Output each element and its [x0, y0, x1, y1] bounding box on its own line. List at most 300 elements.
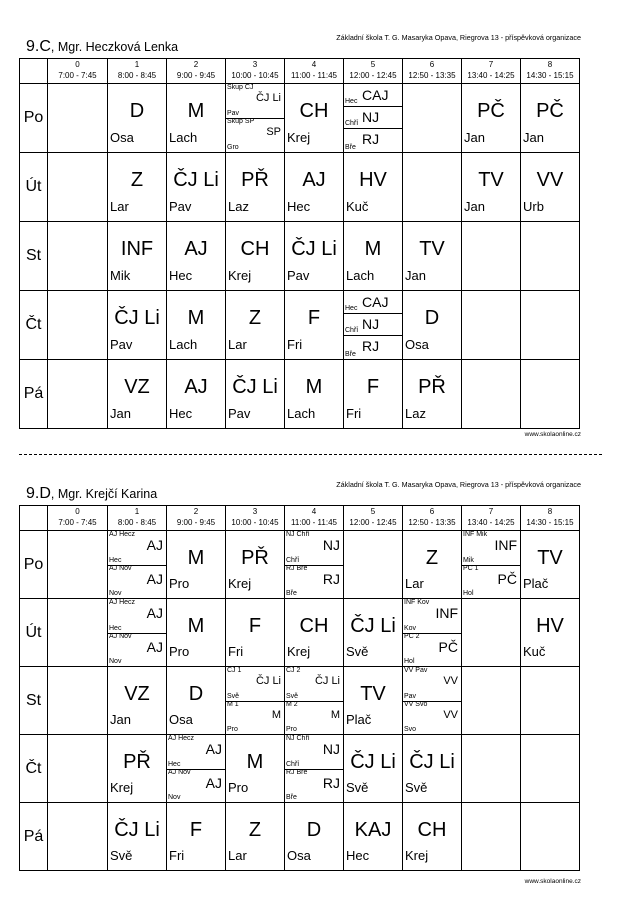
group-teacher: Hol — [404, 658, 415, 665]
empty-cell — [344, 531, 403, 599]
period-time: 10:00 - 10:45 — [231, 518, 279, 527]
lesson-cell — [403, 360, 462, 429]
group-subject: AJ — [146, 537, 163, 553]
teacher: Jan — [464, 199, 485, 214]
teacher: Lar — [228, 337, 247, 352]
empty-cell — [48, 531, 108, 599]
group — [108, 531, 166, 566]
lesson — [226, 735, 284, 802]
teacher: Mik — [110, 268, 131, 283]
teacher: Svě — [346, 644, 369, 659]
subject: ČJ Li — [114, 819, 160, 841]
lesson-cell — [167, 735, 226, 803]
period-header — [48, 506, 108, 531]
day-label: Pá — [20, 360, 48, 429]
subject: PŘ — [418, 376, 446, 398]
period-header — [108, 506, 167, 531]
lesson-cell — [285, 667, 344, 735]
lesson-cell — [403, 599, 462, 667]
group-teacher: Bře — [345, 144, 356, 151]
group — [285, 769, 343, 803]
lesson — [226, 222, 284, 290]
period-time: 12:00 - 12:45 — [349, 71, 397, 80]
group-label: RJ Bře — [286, 768, 308, 776]
group-teacher: Gro — [227, 144, 239, 151]
lesson — [403, 531, 461, 598]
lesson — [108, 291, 166, 359]
group-teacher: Svě — [286, 692, 299, 700]
teacher: Svě — [346, 780, 369, 795]
group-subject: ČJ Li — [314, 675, 340, 687]
subject: F — [307, 307, 321, 329]
lesson-cell — [285, 153, 344, 222]
lesson-cell — [226, 735, 285, 803]
lesson — [403, 291, 461, 359]
group-subject: NJ — [362, 109, 380, 125]
teacher: Lach — [169, 130, 198, 145]
lesson — [108, 84, 166, 152]
group-subject: AJ — [146, 605, 163, 621]
subject: AJ — [184, 238, 208, 260]
period-header — [521, 506, 580, 531]
subject: VZ — [124, 683, 150, 705]
teacher: Krej — [405, 848, 429, 863]
lesson-cell — [108, 360, 167, 429]
lesson-cell — [108, 735, 167, 803]
lesson-cell — [403, 531, 462, 599]
lesson-cell — [344, 222, 403, 291]
group-label: AJ Hecz — [109, 531, 136, 538]
lesson-cell — [521, 153, 580, 222]
subject: CH — [299, 615, 329, 637]
group-label: INF Mik — [463, 531, 488, 538]
group — [108, 599, 166, 634]
subject: D — [424, 307, 440, 329]
subject: HV — [536, 615, 564, 637]
empty-cell — [48, 735, 108, 803]
lesson-cell — [344, 291, 403, 360]
lesson-cell — [108, 84, 167, 153]
period-header — [285, 506, 344, 531]
group-label: M 1 — [227, 700, 239, 708]
teacher: Laz — [228, 199, 249, 214]
subject: PŘ — [241, 547, 269, 569]
lesson-cell — [403, 735, 462, 803]
group — [285, 701, 343, 735]
group-label: ČJ 2 — [286, 667, 301, 674]
lesson-cell — [344, 735, 403, 803]
empty-cell — [48, 153, 108, 222]
teacher: Svě — [110, 848, 133, 863]
teacher: Jan — [110, 406, 131, 421]
lesson-cell — [344, 84, 403, 153]
group-subject: RJ — [322, 570, 340, 587]
subject: KAJ — [354, 819, 392, 841]
subject: ČJ Li — [291, 238, 337, 260]
empty-cell — [48, 667, 108, 735]
day-label: St — [20, 667, 48, 735]
period-time: 8:00 - 8:45 — [117, 71, 157, 80]
period-time: 7:00 - 7:45 — [58, 71, 97, 80]
period-header — [226, 506, 285, 531]
teacher: Osa — [405, 337, 429, 352]
teacher: Lach — [346, 268, 375, 283]
empty-cell — [48, 222, 108, 291]
teacher: Hec — [346, 848, 370, 863]
group — [462, 531, 520, 566]
teacher: Pav — [287, 268, 310, 283]
group-teacher: Hec — [345, 305, 358, 312]
group-subject: M — [271, 708, 281, 721]
group-subject: INF — [435, 605, 458, 621]
group-label: PČ 1 — [463, 564, 479, 572]
teacher: Svě — [405, 780, 428, 795]
lesson — [344, 153, 402, 221]
teacher: Pav — [228, 406, 251, 421]
lesson — [108, 667, 166, 734]
group — [285, 531, 343, 566]
period-header — [521, 59, 580, 84]
period-number: 6 — [429, 60, 435, 69]
period-time: 11:00 - 11:45 — [291, 71, 337, 80]
group-label: INF Kov — [404, 599, 430, 606]
lesson-cell — [108, 599, 167, 667]
lesson — [344, 667, 402, 734]
subject: PŘ — [241, 169, 269, 191]
subject: D — [306, 819, 322, 841]
subject: M — [187, 307, 205, 329]
lesson-cell — [167, 291, 226, 360]
group-teacher: Nov — [168, 794, 181, 801]
lesson — [403, 599, 461, 666]
subject: CH — [417, 819, 447, 841]
period-time: 7:00 - 7:45 — [58, 518, 97, 527]
group-subject: AJ — [205, 741, 222, 757]
subject: PŘ — [123, 751, 151, 773]
lesson — [403, 222, 461, 290]
lesson — [226, 291, 284, 359]
empty-cell — [462, 667, 521, 735]
subject: ČJ Li — [409, 751, 455, 773]
subject: M — [187, 547, 205, 569]
period-time: 14:30 - 15:15 — [526, 518, 574, 527]
lesson — [226, 531, 284, 598]
group-teacher: Chří — [286, 556, 300, 564]
group — [226, 84, 284, 119]
teacher: Fri — [287, 337, 303, 352]
teacher: Jan — [464, 130, 485, 145]
group-subject: CAJ — [362, 294, 389, 310]
subject: PČ — [536, 100, 564, 122]
empty-cell — [48, 803, 108, 871]
lesson-cell — [167, 222, 226, 291]
period-number: 7 — [488, 60, 494, 69]
lesson-cell — [167, 360, 226, 429]
subject: Z — [248, 819, 262, 841]
period-time: 8:00 - 8:45 — [117, 518, 157, 527]
lesson — [108, 222, 166, 290]
period-header — [167, 59, 226, 84]
lesson — [226, 360, 284, 428]
group-subject: VV — [443, 675, 458, 687]
teacher: Fri — [228, 644, 244, 659]
period-time: 11:00 - 11:45 — [291, 518, 337, 527]
group-label: VV Pav — [404, 667, 428, 674]
group-subject: AJ — [146, 570, 163, 587]
lesson-cell — [344, 667, 403, 735]
group-teacher: Hol — [463, 590, 474, 597]
class-name: 9.C — [26, 38, 51, 55]
empty-cell — [521, 222, 580, 291]
lesson — [108, 803, 166, 870]
period-time: 14:30 - 15:15 — [526, 71, 574, 80]
teacher: Laz — [405, 406, 426, 421]
lesson-cell — [403, 667, 462, 735]
lesson — [285, 803, 343, 870]
period-time: 10:00 - 10:45 — [231, 71, 279, 80]
group-teacher: Pro — [227, 726, 238, 733]
lesson — [108, 531, 166, 598]
period-number: 8 — [547, 507, 553, 516]
group-subject: NJ — [322, 741, 340, 757]
teacher: Osa — [169, 712, 193, 727]
lesson — [167, 667, 225, 734]
lesson-cell — [226, 360, 285, 429]
teacher: Krej — [228, 576, 252, 591]
group-label: NJ Chří — [286, 735, 310, 742]
school-name: Základní škola T. G. Masaryka Opava, Riegrova 13 - příspěvková organizace — [336, 480, 581, 489]
group-subject: VV — [443, 708, 458, 721]
period-number: 8 — [547, 60, 553, 69]
subject: Z — [130, 169, 144, 191]
group-subject: SP — [266, 126, 281, 138]
lesson — [403, 667, 461, 734]
group-teacher: Pav — [227, 110, 240, 117]
lesson-cell — [167, 599, 226, 667]
group — [344, 84, 402, 107]
lesson-cell — [226, 531, 285, 599]
day-label: Út — [20, 153, 48, 222]
lesson-cell — [344, 360, 403, 429]
subject: INF — [120, 238, 154, 260]
teacher: Kuč — [523, 644, 546, 659]
lesson-cell — [226, 222, 285, 291]
group-label: M 2 — [286, 700, 298, 708]
lesson — [108, 153, 166, 221]
class-name: 9.D — [26, 485, 51, 502]
lesson — [403, 735, 461, 802]
group-subject: ČJ Li — [255, 675, 281, 687]
header-corner — [20, 506, 48, 531]
lesson — [285, 153, 343, 221]
group — [403, 633, 461, 667]
website-label: www.skolaonline.cz — [524, 878, 581, 885]
lesson — [344, 803, 402, 870]
lesson-cell — [403, 803, 462, 871]
lesson — [344, 291, 402, 359]
group-teacher: Nov — [109, 658, 122, 665]
group — [226, 667, 284, 702]
period-header — [48, 59, 108, 84]
group-label: ČJ 1 — [227, 667, 242, 674]
group — [403, 599, 461, 634]
lesson-cell — [285, 803, 344, 871]
subject: ČJ Li — [114, 307, 160, 329]
timetable-grid — [19, 505, 580, 871]
lesson — [167, 153, 225, 221]
lesson — [226, 803, 284, 870]
teacher: Plač — [346, 712, 372, 727]
group-label: Skup SP — [227, 118, 255, 125]
teacher: Pav — [169, 199, 192, 214]
lesson — [403, 803, 461, 870]
website-label: www.skolaonline.cz — [524, 431, 581, 438]
teacher: Lar — [110, 199, 129, 214]
subject: VZ — [124, 376, 150, 398]
period-header — [344, 506, 403, 531]
period-time: 12:00 - 12:45 — [349, 518, 397, 527]
subject: TV — [419, 238, 445, 260]
lesson — [285, 360, 343, 428]
subject: M — [364, 238, 382, 260]
lesson-cell — [462, 153, 521, 222]
teacher: Lach — [287, 406, 316, 421]
period-time: 12:50 - 13:35 — [408, 71, 456, 80]
teacher: Hec — [169, 406, 193, 421]
subject: Z — [425, 547, 439, 569]
empty-cell — [48, 360, 108, 429]
lesson — [521, 153, 579, 221]
subject: Z — [248, 307, 262, 329]
lesson — [167, 222, 225, 290]
group-label: PČ 2 — [404, 632, 420, 640]
lesson-cell — [167, 84, 226, 153]
period-number: 5 — [370, 507, 376, 516]
group — [108, 633, 166, 667]
group-subject: CAJ — [362, 87, 389, 103]
subject: AJ — [184, 376, 208, 398]
group — [344, 291, 402, 314]
period-header — [285, 59, 344, 84]
empty-cell — [403, 153, 462, 222]
empty-cell — [403, 84, 462, 153]
group-subject: AJ — [205, 774, 222, 791]
group-teacher: Bře — [286, 590, 297, 597]
group-teacher: Bře — [286, 794, 297, 801]
period-number: 0 — [75, 507, 80, 516]
lesson-cell — [285, 291, 344, 360]
lesson-cell — [285, 222, 344, 291]
lesson — [167, 291, 225, 359]
lesson — [108, 735, 166, 802]
group-teacher: Hec — [168, 760, 181, 768]
group-subject: INF — [494, 537, 517, 553]
lesson-cell — [226, 291, 285, 360]
lesson-cell — [108, 153, 167, 222]
group — [226, 118, 284, 152]
group — [226, 701, 284, 735]
lesson — [285, 84, 343, 152]
lesson — [344, 84, 402, 152]
group-label: Skup ČJ — [227, 84, 254, 91]
subject: M — [305, 376, 323, 398]
subject: CH — [299, 100, 329, 122]
period-number: 0 — [75, 60, 80, 69]
period-number: 1 — [134, 507, 140, 516]
subject: CH — [240, 238, 270, 260]
subject: M — [187, 100, 205, 122]
subject: ČJ Li — [173, 169, 219, 191]
lesson — [285, 667, 343, 734]
teacher: Jan — [405, 268, 426, 283]
group-subject: PČ — [497, 570, 517, 587]
teacher: Kuč — [346, 199, 369, 214]
subject: TV — [537, 547, 563, 569]
lesson — [167, 599, 225, 666]
group — [344, 335, 402, 359]
lesson — [521, 531, 579, 598]
lesson — [108, 360, 166, 428]
teacher: Fri — [169, 848, 185, 863]
period-header — [167, 506, 226, 531]
lesson — [167, 84, 225, 152]
subject: D — [129, 100, 145, 122]
day-label: Pá — [20, 803, 48, 871]
lesson — [285, 599, 343, 666]
group-teacher: Chří — [345, 120, 359, 127]
lesson-cell — [403, 291, 462, 360]
group — [285, 735, 343, 770]
lesson-cell — [108, 803, 167, 871]
empty-cell — [462, 735, 521, 803]
subject: ČJ Li — [232, 376, 278, 398]
group-subject: M — [330, 708, 340, 721]
period-time: 12:50 - 13:35 — [408, 518, 456, 527]
lesson — [226, 599, 284, 666]
period-number: 4 — [311, 507, 317, 516]
period-header — [226, 59, 285, 84]
group — [462, 565, 520, 599]
subject: M — [246, 751, 264, 773]
group-teacher: Chří — [345, 327, 359, 334]
lesson-cell — [285, 735, 344, 803]
lesson — [344, 599, 402, 666]
group-label: AJ Hecz — [109, 599, 136, 606]
group-subject: PČ — [438, 638, 458, 655]
teacher: Pro — [228, 780, 249, 795]
teacher: Plač — [523, 576, 549, 591]
subject: F — [366, 376, 380, 398]
lesson-cell — [521, 599, 580, 667]
group-label: AJ Hecz — [168, 735, 195, 742]
lesson-cell — [108, 222, 167, 291]
group-teacher: Mik — [463, 556, 474, 564]
group-label: AJ Nov — [109, 632, 132, 640]
lesson — [167, 803, 225, 870]
empty-cell — [48, 84, 108, 153]
subject: TV — [360, 683, 386, 705]
lesson-cell — [521, 531, 580, 599]
lesson — [521, 599, 579, 666]
group-label: RJ Bře — [286, 564, 308, 572]
lesson-cell — [108, 291, 167, 360]
class-title — [26, 485, 157, 503]
period-number: 3 — [252, 507, 258, 516]
period-number: 2 — [193, 507, 199, 516]
lesson-cell — [226, 84, 285, 153]
subject: HV — [359, 169, 387, 191]
period-header — [403, 506, 462, 531]
